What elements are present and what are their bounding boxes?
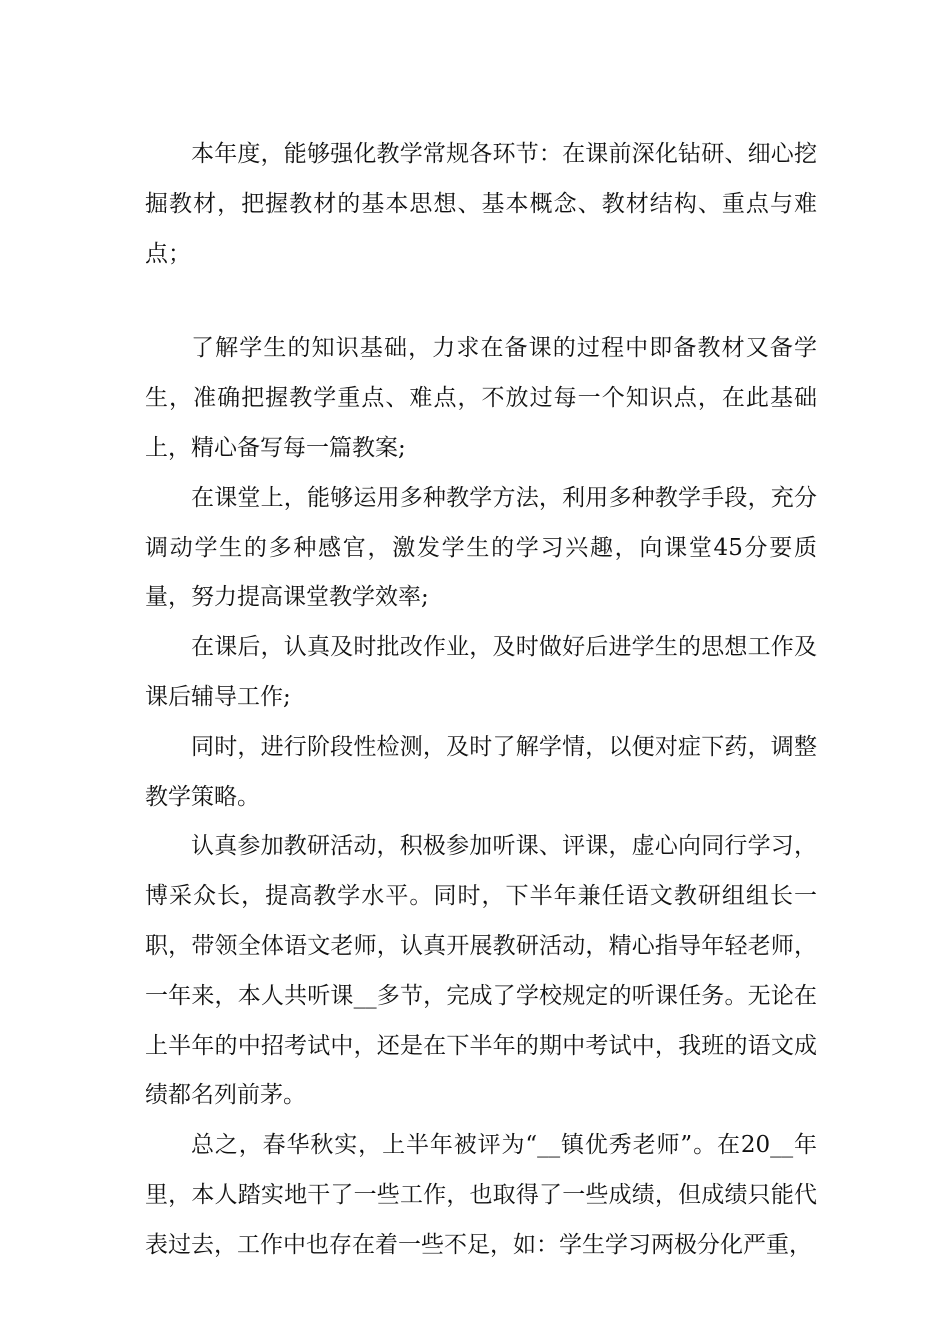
paragraph-1: 本年度，能够强化教学常规各环节：在课前深化钻研、细心挖掘教材，把握教材的基本思想、基本概念、教材结构、重点与难点；	[145, 141, 817, 267]
paragraph-7: 总之，春华秋实，上半年被评为“__镇优秀老师”。在20__年里，本人踏实地干了一些工作，也取得了一些成绩，但成绩只能代表过去，工作中也存在着一些不足，如：学生学习两极分化严重，	[145, 1132, 817, 1258]
paragraph-spacer	[145, 279, 817, 324]
paragraph-5: 同时，进行阶段性检测，及时了解学情，以便对症下药，调整教学策略。	[145, 733, 817, 810]
paragraph-2: 了解学生的知识基础，力求在备课的过程中即备教材又备学生，准确把握教学重点、难点，不放过每一个知识点，在此基础上，精心备写每一篇教案;	[145, 335, 817, 461]
paragraph-3: 在课堂上，能够运用多种教学方法，利用多种教学手段，充分调动学生的多种感官，激发学生的学习兴趣，向课堂45分要质量，努力提高课堂教学效率;	[145, 484, 817, 611]
paragraph-4: 在课后，认真及时批改作业，及时做好后进学生的思想工作及课后辅导工作;	[145, 634, 817, 710]
document-body	[145, 130, 817, 1271]
paragraph-6: 认真参加教研活动，积极参加听课、评课，虚心向同行学习，博采众长，提高教学水平。同时，下半年兼任语文教研组组长一职，带领全体语文老师，认真开展教研活动，精心指导年轻老师，一年来，本人共听课__多节，完成了学校规定的听课任务。无论在上半年的中招考试中，还是在下半年的期中考试中，我班的语文成绩都名列前茅。	[145, 833, 817, 1109]
